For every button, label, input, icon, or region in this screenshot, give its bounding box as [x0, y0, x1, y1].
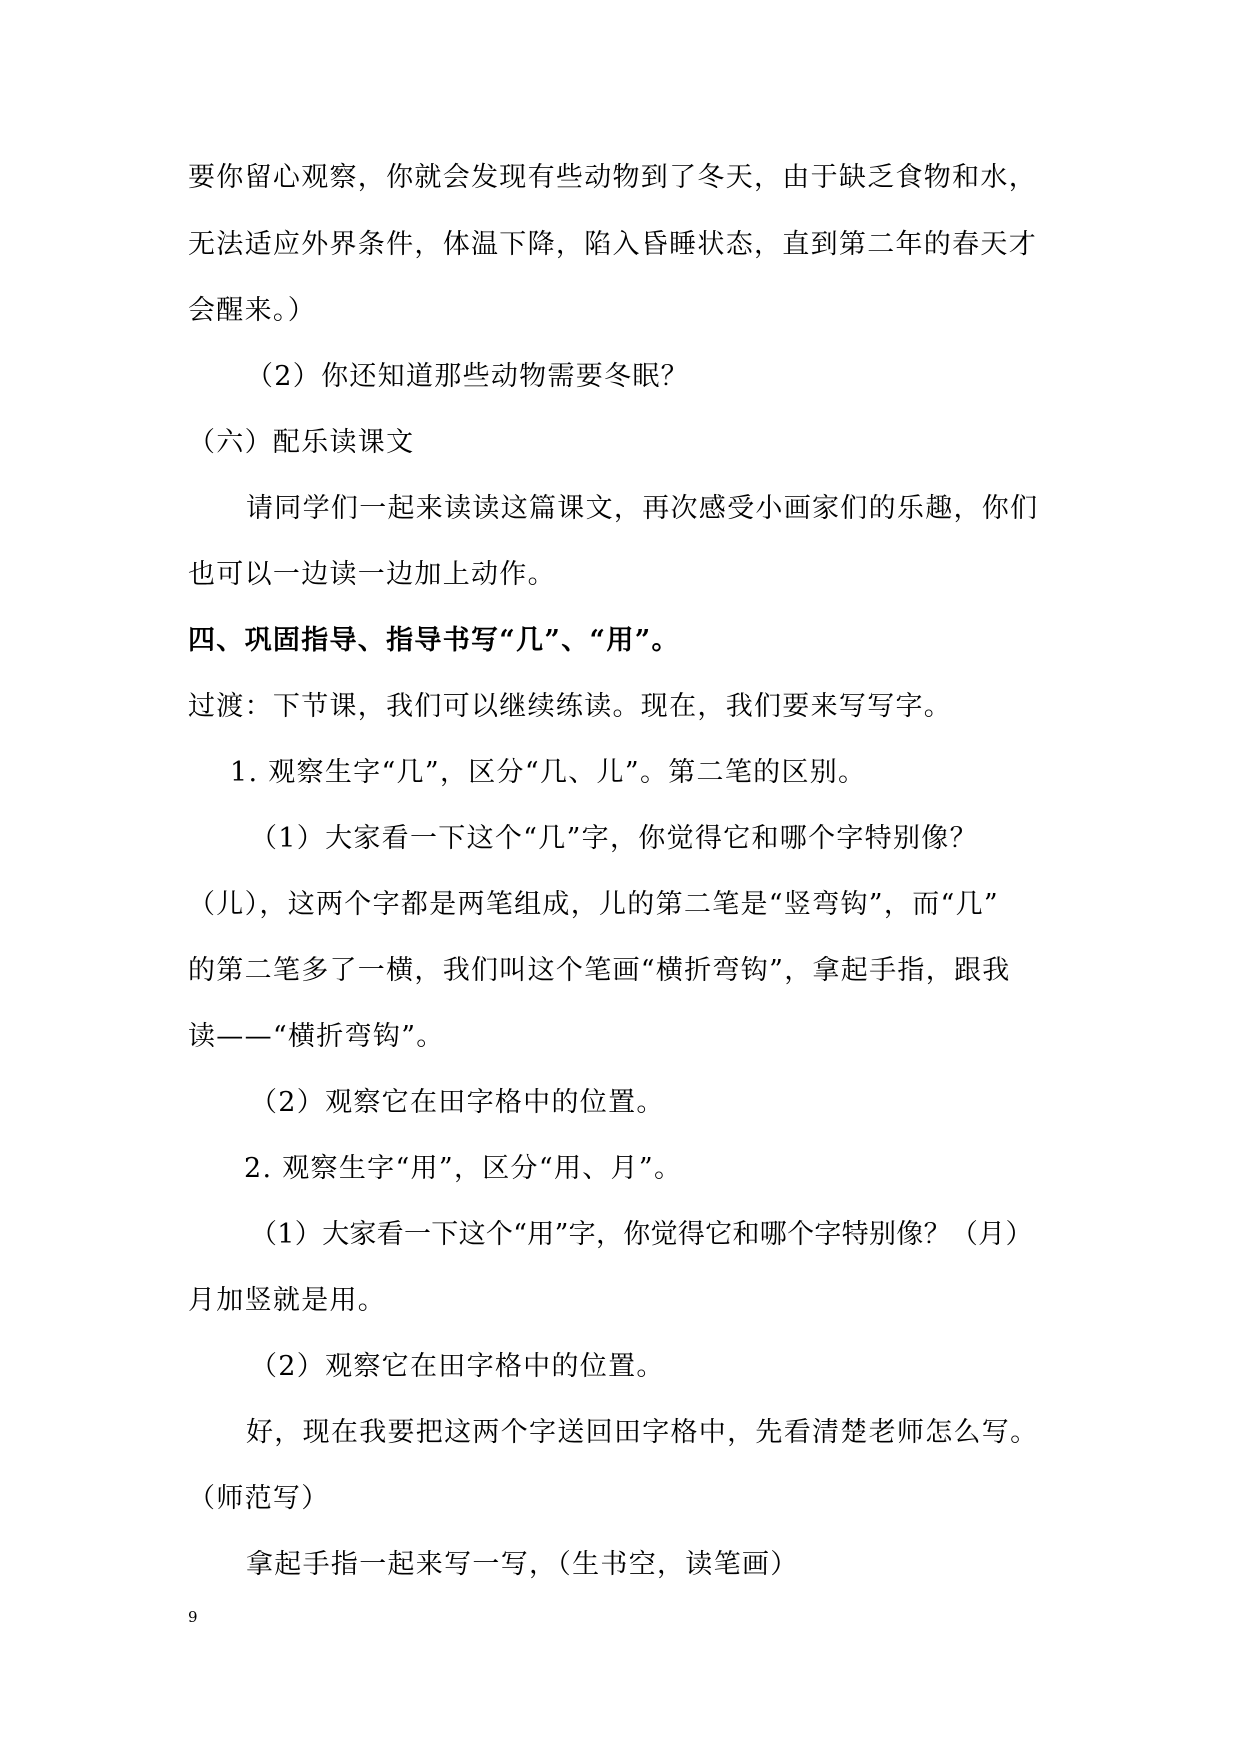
text-line-6: 请同学们一起来读读这篇课文，再次感受小画家们的乐趣，你们	[246, 493, 1039, 524]
text-line-19: （2）观察它在田字格中的位置。	[250, 1351, 665, 1382]
text-line-7: 也可以一边读一边加上动作。	[188, 559, 556, 590]
text-line-20: 好，现在我要把这两个字送回田字格中，先看清楚老师怎么写。	[246, 1417, 1039, 1448]
text-line-9: 过渡：下节课，我们可以继续练读。现在，我们要来写写字。	[188, 691, 953, 722]
text-line-18: 月加竖就是用。	[188, 1285, 387, 1316]
text-line-10: 1. 观察生字“几”，区分“几、儿”。第二笔的区别。	[230, 757, 867, 788]
text-line-22: 拿起手指一起来写一写，（生书空，读笔画）	[246, 1549, 799, 1580]
section-heading-six: （六）配乐读课文	[188, 427, 415, 458]
text-line-11: （1）大家看一下这个“几”字，你觉得它和哪个字特别像？	[250, 823, 978, 854]
text-line-21: （师范写）	[188, 1483, 330, 1514]
text-line-17: （1）大家看一下这个“用”字，你觉得它和哪个字特别像？（月）	[250, 1219, 1033, 1250]
text-line-4: （2）你还知道那些动物需要冬眠？	[246, 361, 689, 392]
page-number: 9	[188, 1608, 198, 1626]
text-line-1: 要你留心观察，你就会发现有些动物到了冬天，由于缺乏食物和水，	[188, 162, 1037, 193]
text-line-12: （儿），这两个字都是两笔组成，儿的第二笔是“竖弯钩”，而“几”	[188, 889, 1000, 920]
text-line-16: 2. 观察生字“用”，区分“用、月”。	[244, 1153, 683, 1184]
text-line-2: 无法适应外界条件，体温下降，陷入昏睡状态，直到第二年的春天才	[188, 229, 1037, 260]
text-line-3: 会醒来。）	[188, 295, 316, 326]
text-line-15: （2）观察它在田字格中的位置。	[250, 1087, 665, 1118]
text-line-14: 读——“横折弯钩”。	[188, 1021, 445, 1052]
section-heading-four: 四、巩固指导、指导书写“几”、“用”。	[188, 625, 680, 656]
text-line-13: 的第二笔多了一横，我们叫这个笔画“横折弯钩”，拿起手指，跟我	[188, 955, 1011, 986]
